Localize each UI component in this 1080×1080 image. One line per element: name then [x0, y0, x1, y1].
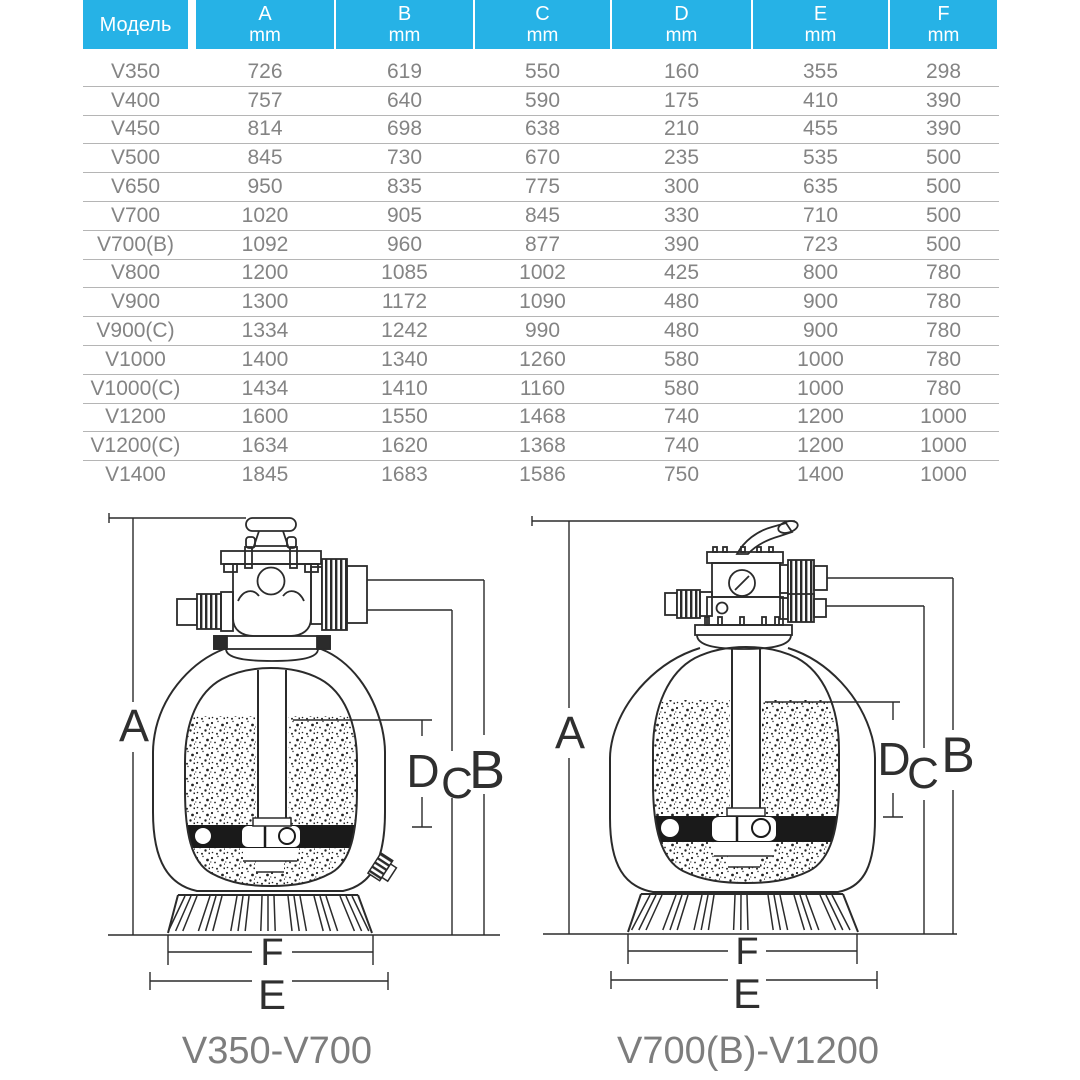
cell: 1368: [519, 434, 566, 458]
column-header-b: [336, 0, 473, 49]
cell: 175: [663, 88, 700, 112]
table-row: [83, 202, 999, 231]
filter-base: [168, 895, 372, 933]
cell: 1400: [797, 463, 844, 487]
column-label: F: [937, 2, 950, 25]
table-row: [83, 288, 999, 317]
cell: 580: [663, 347, 700, 371]
cell: 1586: [519, 463, 566, 487]
union-nut: [322, 559, 347, 630]
cell: 730: [386, 146, 423, 170]
dim-label-d: D: [406, 745, 440, 797]
diagram-model-range: V350-V700: [181, 1030, 373, 1072]
cell: 210: [663, 117, 700, 141]
cell: 845: [247, 146, 283, 170]
filter-base: [628, 894, 858, 932]
cell: 1334: [241, 319, 289, 343]
cell-model: V900: [110, 290, 161, 314]
union-nut: [788, 594, 814, 622]
cell: 1000: [920, 434, 967, 458]
table-row: [83, 231, 999, 260]
cell: 160: [663, 59, 700, 83]
column-unit: mm: [665, 24, 698, 46]
cell: 726: [247, 59, 283, 83]
column-unit: mm: [804, 24, 837, 46]
cell: 640: [386, 88, 423, 112]
multiport-valve: [665, 519, 827, 649]
cell: 905: [386, 203, 423, 227]
cell: 390: [925, 117, 962, 141]
cell: 1000: [797, 376, 844, 400]
drain-port: [368, 853, 399, 885]
cell: 990: [524, 319, 561, 343]
cell: 698: [386, 117, 423, 141]
cell: 425: [663, 261, 700, 285]
cell: 390: [925, 88, 962, 112]
dim-label-b: B: [941, 727, 975, 783]
table-row: [83, 432, 999, 461]
cell: 800: [802, 261, 839, 285]
cell: 500: [925, 146, 962, 170]
cell: 877: [524, 232, 561, 256]
cell: 300: [663, 175, 700, 199]
column-unit: mm: [526, 24, 559, 46]
cell-model: V700: [110, 203, 161, 227]
union-nut: [788, 560, 814, 596]
cell-model: V900(C): [96, 319, 175, 343]
cell: 1242: [381, 319, 428, 343]
cell: 590: [524, 88, 561, 112]
sand-media: [653, 690, 839, 884]
cell: 780: [925, 376, 962, 400]
cell: 535: [802, 146, 839, 170]
cell: 298: [925, 59, 962, 83]
cell: 780: [925, 290, 962, 314]
cell: 480: [663, 290, 700, 314]
cell: 1000: [920, 405, 967, 429]
cell-model: V1200: [105, 405, 166, 429]
cell: 780: [925, 261, 962, 285]
handwheel: [246, 518, 296, 531]
cell: 900: [802, 319, 839, 343]
cell: 410: [802, 88, 839, 112]
cell: 710: [802, 203, 839, 227]
cell: 1550: [381, 405, 428, 429]
cell-model: V800: [110, 261, 161, 285]
multiport-valve: [177, 518, 367, 661]
valve-right-port: [347, 566, 367, 623]
cell: 235: [663, 146, 700, 170]
diagram-lever-valve-filter: [532, 516, 975, 1072]
column-unit: mm: [388, 24, 421, 46]
cell: 1000: [797, 347, 844, 371]
cell: 330: [663, 203, 700, 227]
column-label: D: [674, 2, 689, 25]
cell: 740: [663, 405, 700, 429]
table-row: [83, 173, 999, 202]
cell: 814: [247, 117, 283, 141]
cell: 1160: [519, 376, 566, 400]
cell: 900: [802, 290, 839, 314]
column-header-e: [753, 0, 888, 49]
cell: 1683: [381, 463, 428, 487]
table-row: [83, 461, 999, 489]
cell: 1200: [797, 405, 844, 429]
cell-model: V450: [110, 117, 161, 141]
diagram-model-range: V700(B)-V1200: [617, 1030, 879, 1072]
cell: 775: [524, 175, 561, 199]
table-row: [83, 144, 999, 173]
cell-model: V400: [110, 88, 161, 112]
cell: 638: [524, 117, 561, 141]
valve-waste-port: [814, 599, 826, 617]
dim-label-e: E: [732, 970, 762, 1017]
column-unit: mm: [927, 24, 960, 46]
cell: 950: [247, 175, 283, 199]
cell: 1000: [920, 463, 967, 487]
cell: 1085: [381, 261, 428, 285]
column-header-a: [196, 0, 334, 49]
table-row: [83, 58, 999, 87]
table-row: [83, 346, 999, 375]
dim-label-a: A: [554, 707, 586, 758]
cell: 1400: [241, 347, 289, 371]
column-header-d: [612, 0, 751, 49]
cell-model: V1000(C): [90, 376, 181, 400]
valve-left-port: [177, 599, 197, 625]
cell: 780: [925, 347, 962, 371]
table-row: [83, 317, 999, 346]
cell: 355: [802, 59, 839, 83]
cell: 1845: [241, 463, 289, 487]
cell: 1434: [241, 376, 289, 400]
cell-model: V1200(C): [90, 434, 181, 458]
table-row: [83, 260, 999, 289]
sand-media: [185, 700, 357, 886]
cell: 580: [663, 376, 700, 400]
dim-label-b: B: [468, 740, 506, 800]
dim-label-c: C: [907, 749, 939, 798]
cell: 500: [925, 203, 962, 227]
cell: 757: [247, 88, 283, 112]
cell: 619: [386, 59, 423, 83]
cell: 1020: [241, 203, 289, 227]
column-header-c: [475, 0, 610, 49]
table-header-row: [83, 0, 999, 49]
table-row: [83, 116, 999, 145]
cell: 750: [663, 463, 700, 487]
cell: 1468: [519, 405, 566, 429]
union-nut: [677, 590, 700, 618]
dimensions-table: [83, 0, 999, 489]
cell-model: V1000: [105, 347, 166, 371]
dim-label-d: D: [877, 733, 911, 785]
column-label: E: [813, 2, 828, 25]
table-body: [83, 58, 999, 489]
table-row: [83, 375, 999, 404]
cell: 480: [663, 319, 700, 343]
cell: 1620: [381, 434, 428, 458]
cell: 1092: [241, 232, 289, 256]
cell: 1090: [519, 290, 566, 314]
column-label: B: [397, 2, 412, 25]
cell: 390: [663, 232, 700, 256]
dim-label-f: F: [260, 932, 284, 974]
cell: 455: [802, 117, 839, 141]
dim-label-a: A: [118, 700, 150, 751]
valve-return-port: [814, 566, 827, 590]
column-header-f: [890, 0, 997, 49]
union-nut: [197, 594, 221, 629]
cell: 500: [925, 175, 962, 199]
dim-label-f: F: [735, 931, 759, 973]
cell: 960: [386, 232, 423, 256]
filter-diagrams: [0, 500, 1080, 1080]
cell: 670: [524, 146, 561, 170]
cell: 1600: [241, 405, 289, 429]
column-label: A: [258, 2, 272, 25]
cell: 1172: [381, 290, 428, 314]
cell: 1300: [241, 290, 289, 314]
column-label: C: [535, 2, 550, 25]
column-header-model: [83, 0, 188, 49]
valve-sight-glass: [258, 568, 285, 595]
dim-label-e: E: [257, 971, 287, 1018]
cell: 500: [925, 232, 962, 256]
diagram-top-mount-filter: [108, 513, 505, 1072]
cell: 1634: [241, 434, 289, 458]
valve-left-port: [665, 593, 677, 615]
cell: 635: [802, 175, 839, 199]
cell: 1002: [519, 261, 566, 285]
cell-model: V1400: [105, 463, 166, 487]
column-unit: mm: [249, 24, 281, 46]
cell-model: V350: [110, 59, 161, 83]
cell: 1200: [241, 261, 289, 285]
cell: 1200: [797, 434, 844, 458]
cell-model: V500: [110, 146, 161, 170]
cell: 845: [524, 203, 561, 227]
cell: 1260: [519, 347, 566, 371]
cell: 740: [663, 434, 700, 458]
cell: 835: [386, 175, 423, 199]
cell-model: V700(B): [96, 232, 175, 256]
cell: 1410: [381, 376, 428, 400]
column-label: Модель: [99, 13, 172, 36]
cell: 780: [925, 319, 962, 343]
cell: 1340: [381, 347, 428, 371]
table-row: [83, 404, 999, 433]
dim-label-c: C: [441, 759, 473, 808]
cell: 723: [802, 232, 839, 256]
cell-model: V650: [110, 175, 161, 199]
table-row: [83, 87, 999, 116]
cell: 550: [524, 59, 561, 83]
